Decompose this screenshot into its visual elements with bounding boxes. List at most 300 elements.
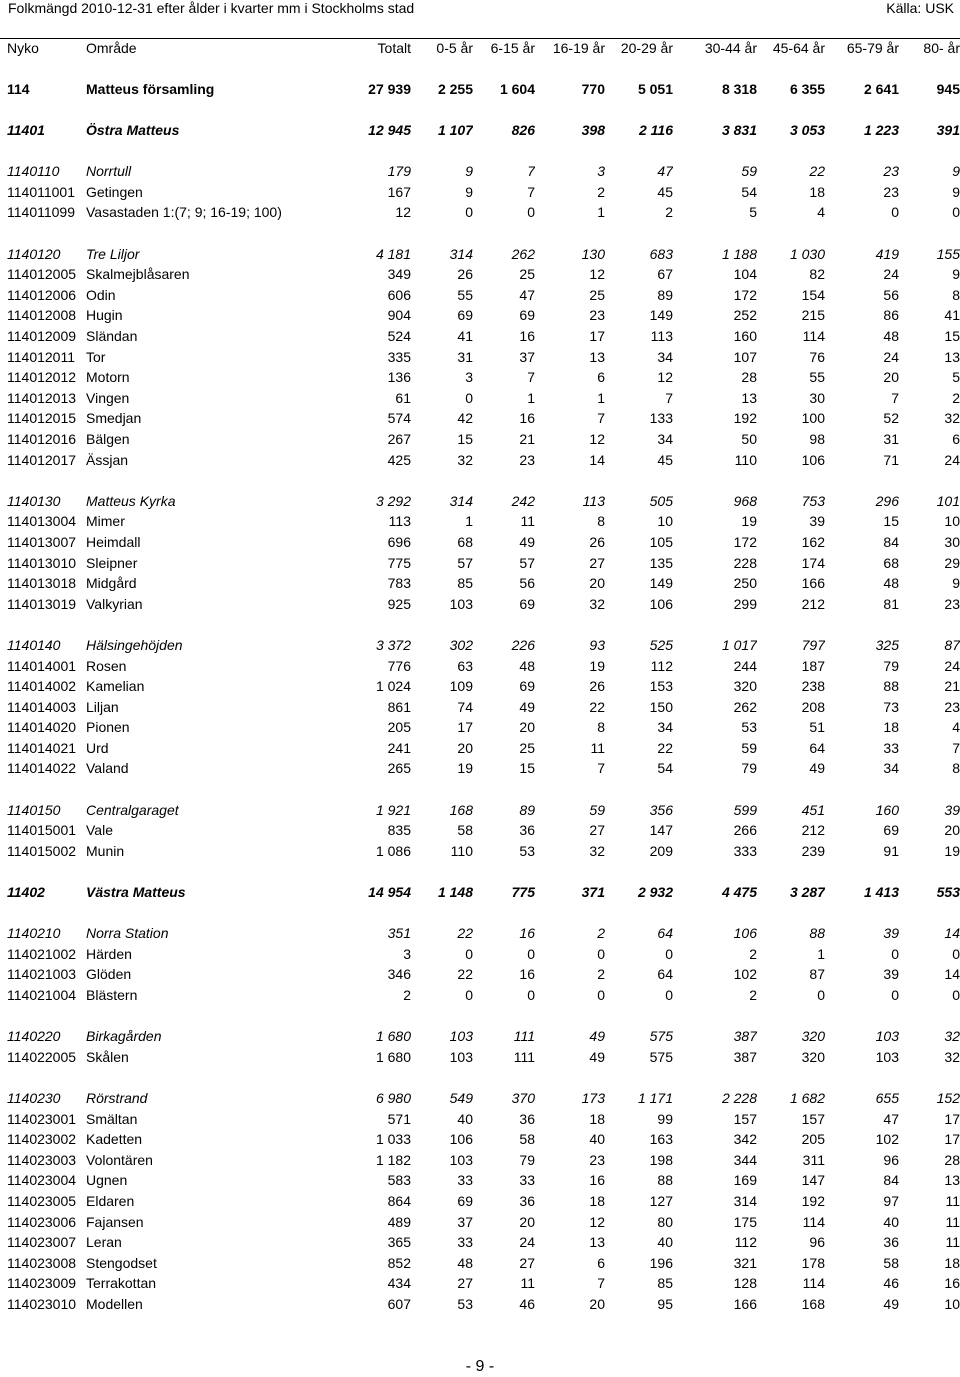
nyko-cell: 114012015 xyxy=(7,410,77,427)
table-row xyxy=(0,1108,960,1129)
value-cell: 0 xyxy=(465,945,473,962)
area-cell: Heimdall xyxy=(86,533,141,550)
value-cell: 20 xyxy=(457,739,473,756)
value-cell: 104 xyxy=(733,266,757,283)
area-cell: Hälsingehöjden xyxy=(86,636,183,653)
value-cell: 23 xyxy=(944,595,960,612)
value-cell: 208 xyxy=(801,698,825,715)
column-header: 16-19 år xyxy=(552,40,605,56)
nyko-cell: 114023009 xyxy=(7,1275,77,1292)
value-cell: 25 xyxy=(519,739,535,756)
nyko-cell: 114022005 xyxy=(7,1048,77,1065)
table-row xyxy=(0,305,960,326)
value-cell: 56 xyxy=(519,575,535,592)
value-cell: 22 xyxy=(809,163,825,180)
value-cell: 835 xyxy=(387,822,411,839)
value-cell: 2 xyxy=(597,925,605,942)
table-row xyxy=(0,449,960,470)
area-cell: Terrakottan xyxy=(86,1275,157,1292)
value-cell: 1 182 xyxy=(375,1151,411,1168)
area-cell: Birkagården xyxy=(86,1028,162,1045)
area-cell: Matteus församling xyxy=(86,80,215,97)
value-cell: 27 xyxy=(457,1275,473,1292)
value-cell: 147 xyxy=(801,1172,825,1189)
total-row xyxy=(0,79,960,100)
value-cell: 30 xyxy=(809,389,825,406)
value-cell: 391 xyxy=(936,122,960,139)
table-row xyxy=(0,1232,960,1253)
value-cell: 826 xyxy=(511,122,535,139)
value-cell: 155 xyxy=(936,245,960,262)
table-row xyxy=(0,573,960,594)
column-header: Område xyxy=(86,40,137,56)
value-cell: 106 xyxy=(449,1131,473,1148)
value-cell: 0 xyxy=(891,204,899,221)
value-cell: 325 xyxy=(875,636,899,653)
value-cell: 33 xyxy=(883,739,899,756)
value-cell: 27 xyxy=(519,1254,535,1271)
value-cell: 2 xyxy=(749,945,757,962)
value-cell: 32 xyxy=(944,410,960,427)
value-cell: 351 xyxy=(387,925,411,942)
value-cell: 169 xyxy=(733,1172,757,1189)
value-cell: 1 680 xyxy=(375,1048,411,1065)
area-cell: Smältan xyxy=(86,1110,138,1127)
value-cell: 16 xyxy=(519,966,535,983)
value-cell: 6 xyxy=(952,430,960,447)
value-cell: 98 xyxy=(809,430,825,447)
nyko-cell: 114013007 xyxy=(7,533,77,550)
value-cell: 1 107 xyxy=(437,122,473,139)
value-cell: 22 xyxy=(589,698,605,715)
value-cell: 14 954 xyxy=(368,884,411,901)
nyko-cell: 114 xyxy=(7,80,30,97)
value-cell: 1 030 xyxy=(789,245,825,262)
value-cell: 451 xyxy=(801,801,825,818)
value-cell: 18 xyxy=(883,719,899,736)
subtotal-row xyxy=(0,1026,960,1047)
value-cell: 346 xyxy=(387,966,411,983)
value-cell: 266 xyxy=(733,822,757,839)
table-row xyxy=(0,1191,960,1212)
value-cell: 55 xyxy=(809,369,825,386)
value-cell: 7 xyxy=(527,183,535,200)
value-cell: 48 xyxy=(519,657,535,674)
value-cell: 683 xyxy=(649,245,673,262)
nyko-cell: 114014002 xyxy=(7,678,77,695)
value-cell: 419 xyxy=(875,245,899,262)
value-cell: 20 xyxy=(589,575,605,592)
value-cell: 99 xyxy=(657,1110,673,1127)
value-cell: 172 xyxy=(733,533,757,550)
value-cell: 84 xyxy=(883,1172,899,1189)
value-cell: 1 171 xyxy=(637,1089,673,1106)
value-cell: 2 xyxy=(403,987,411,1004)
value-cell: 265 xyxy=(387,760,411,777)
nyko-cell: 114012016 xyxy=(7,430,77,447)
value-cell: 575 xyxy=(649,1028,673,1045)
value-cell: 945 xyxy=(936,80,960,97)
value-cell: 172 xyxy=(733,286,757,303)
value-cell: 21 xyxy=(519,430,535,447)
value-cell: 57 xyxy=(457,554,473,571)
value-cell: 1 086 xyxy=(375,842,411,859)
value-cell: 79 xyxy=(741,760,757,777)
value-cell: 111 xyxy=(513,1028,535,1045)
value-cell: 607 xyxy=(387,1295,411,1312)
value-cell: 1 413 xyxy=(863,884,899,901)
spacer-cell xyxy=(0,223,960,244)
nyko-cell: 114012006 xyxy=(7,286,77,303)
value-cell: 64 xyxy=(657,925,673,942)
value-cell: 16 xyxy=(519,410,535,427)
table-row xyxy=(0,1170,960,1191)
value-cell: 2 xyxy=(665,204,673,221)
area-cell: Kadetten xyxy=(86,1131,143,1148)
value-cell: 14 xyxy=(589,451,605,468)
value-cell: 26 xyxy=(589,678,605,695)
area-cell: Sländan xyxy=(86,328,138,345)
value-cell: 5 xyxy=(749,204,757,221)
value-cell: 15 xyxy=(944,328,960,345)
value-cell: 105 xyxy=(649,533,673,550)
value-cell: 19 xyxy=(944,842,960,859)
value-cell: 314 xyxy=(449,492,473,509)
table-row xyxy=(0,202,960,223)
value-cell: 1 223 xyxy=(863,122,899,139)
district-row xyxy=(0,120,960,141)
value-cell: 314 xyxy=(733,1192,757,1209)
table-row xyxy=(0,944,960,965)
value-cell: 387 xyxy=(733,1028,757,1045)
value-cell: 1 xyxy=(465,513,473,530)
area-cell: Munin xyxy=(86,842,125,859)
value-cell: 150 xyxy=(649,698,673,715)
value-cell: 16 xyxy=(944,1275,960,1292)
area-cell: Fajansen xyxy=(86,1213,144,1230)
value-cell: 160 xyxy=(733,328,757,345)
value-cell: 13 xyxy=(589,348,605,365)
value-cell: 205 xyxy=(801,1131,825,1148)
value-cell: 320 xyxy=(733,678,757,695)
value-cell: 583 xyxy=(387,1172,411,1189)
value-cell: 524 xyxy=(387,328,411,345)
value-cell: 179 xyxy=(387,163,411,180)
value-cell: 2 932 xyxy=(637,884,673,901)
table-row xyxy=(0,676,960,697)
value-cell: 4 475 xyxy=(721,884,757,901)
value-cell: 1 604 xyxy=(499,80,535,97)
value-cell: 152 xyxy=(936,1089,960,1106)
value-cell: 296 xyxy=(875,492,899,509)
value-cell: 25 xyxy=(519,266,535,283)
value-cell: 36 xyxy=(519,822,535,839)
value-cell: 19 xyxy=(589,657,605,674)
value-cell: 175 xyxy=(733,1213,757,1230)
value-cell: 1 033 xyxy=(375,1131,411,1148)
page-title: Folkmängd 2010-12-31 efter ålder i kvarter mm i Stockholms stad xyxy=(8,0,415,16)
value-cell: 9 xyxy=(465,163,473,180)
value-cell: 47 xyxy=(657,163,673,180)
value-cell: 110 xyxy=(734,451,757,468)
value-cell: 770 xyxy=(581,80,605,97)
value-cell: 0 xyxy=(952,987,960,1004)
value-cell: 20 xyxy=(883,369,899,386)
value-cell: 12 xyxy=(395,204,411,221)
value-cell: 314 xyxy=(449,245,473,262)
value-cell: 53 xyxy=(519,842,535,859)
value-cell: 154 xyxy=(801,286,825,303)
area-cell: Mimer xyxy=(86,513,125,530)
area-cell: Centralgaraget xyxy=(86,801,179,818)
value-cell: 320 xyxy=(801,1028,825,1045)
nyko-cell: 114023001 xyxy=(7,1110,77,1127)
value-cell: 50 xyxy=(741,430,757,447)
value-cell: 85 xyxy=(657,1275,673,1292)
nyko-cell: 114023002 xyxy=(7,1131,77,1148)
value-cell: 24 xyxy=(944,657,960,674)
value-cell: 0 xyxy=(597,945,605,962)
value-cell: 6 980 xyxy=(375,1089,411,1106)
value-cell: 32 xyxy=(944,1028,960,1045)
value-cell: 775 xyxy=(511,884,535,901)
value-cell: 2 xyxy=(597,183,605,200)
value-cell: 27 xyxy=(589,822,605,839)
value-cell: 49 xyxy=(589,1028,605,1045)
value-cell: 489 xyxy=(387,1213,411,1230)
subtotal-row xyxy=(0,635,960,656)
value-cell: 178 xyxy=(801,1254,825,1271)
column-header: 6-15 år xyxy=(490,40,535,56)
value-cell: 0 xyxy=(817,987,825,1004)
value-cell: 7 xyxy=(597,410,605,427)
area-cell: Modellen xyxy=(86,1295,143,1312)
area-cell: Stengodset xyxy=(86,1254,157,1271)
area-cell: Vasastaden 1:(7; 9; 16-19; 100) xyxy=(86,204,282,221)
table-row xyxy=(0,841,960,862)
nyko-cell: 114011001 xyxy=(7,183,75,200)
nyko-cell: 114023007 xyxy=(7,1234,77,1251)
value-cell: 12 xyxy=(657,369,673,386)
value-cell: 114 xyxy=(802,328,825,345)
value-cell: 31 xyxy=(457,348,473,365)
value-cell: 864 xyxy=(387,1192,411,1209)
value-cell: 167 xyxy=(387,183,411,200)
value-cell: 549 xyxy=(449,1089,473,1106)
spacer-cell xyxy=(0,140,960,161)
value-cell: 41 xyxy=(944,307,960,324)
value-cell: 67 xyxy=(657,266,673,283)
area-cell: Tor xyxy=(86,348,106,365)
value-cell: 3 xyxy=(597,163,605,180)
value-cell: 13 xyxy=(741,389,757,406)
value-cell: 53 xyxy=(457,1295,473,1312)
value-cell: 5 xyxy=(952,369,960,386)
value-cell: 23 xyxy=(589,307,605,324)
area-cell: Skalmejblåsaren xyxy=(86,266,190,283)
nyko-cell: 1140110 xyxy=(7,163,60,180)
value-cell: 3 292 xyxy=(375,492,411,509)
value-cell: 15 xyxy=(883,513,899,530)
value-cell: 525 xyxy=(649,636,673,653)
value-cell: 168 xyxy=(801,1295,825,1312)
value-cell: 58 xyxy=(457,822,473,839)
nyko-cell: 114012009 xyxy=(7,328,77,345)
value-cell: 30 xyxy=(944,533,960,550)
value-cell: 157 xyxy=(801,1110,825,1127)
table-body xyxy=(0,58,960,1314)
value-cell: 162 xyxy=(801,533,825,550)
area-cell: Pionen xyxy=(86,719,130,736)
value-cell: 28 xyxy=(741,369,757,386)
nyko-cell: 114012005 xyxy=(7,266,77,283)
value-cell: 100 xyxy=(801,410,825,427)
value-cell: 114 xyxy=(802,1213,825,1230)
value-cell: 20 xyxy=(519,1213,535,1230)
value-cell: 79 xyxy=(883,657,899,674)
value-cell: 335 xyxy=(387,348,411,365)
area-cell: Vale xyxy=(86,822,113,839)
table-row xyxy=(0,820,960,841)
value-cell: 302 xyxy=(449,636,473,653)
value-cell: 198 xyxy=(649,1151,673,1168)
value-cell: 12 945 xyxy=(368,122,411,139)
value-cell: 69 xyxy=(519,307,535,324)
value-cell: 59 xyxy=(589,801,605,818)
value-cell: 7 xyxy=(527,163,535,180)
value-cell: 11 xyxy=(520,513,535,530)
value-cell: 14 xyxy=(944,925,960,942)
value-cell: 88 xyxy=(883,678,899,695)
value-cell: 262 xyxy=(733,698,757,715)
value-cell: 149 xyxy=(649,307,673,324)
spacer-cell xyxy=(0,861,960,882)
value-cell: 54 xyxy=(657,760,673,777)
value-cell: 370 xyxy=(511,1089,535,1106)
nyko-cell: 114012011 xyxy=(7,348,75,365)
value-cell: 196 xyxy=(649,1254,673,1271)
value-cell: 14 xyxy=(944,966,960,983)
subtotal-row xyxy=(0,243,960,264)
value-cell: 112 xyxy=(650,657,673,674)
value-cell: 47 xyxy=(883,1110,899,1127)
value-cell: 69 xyxy=(519,678,535,695)
value-cell: 0 xyxy=(527,945,535,962)
value-cell: 26 xyxy=(457,266,473,283)
value-cell: 82 xyxy=(809,266,825,283)
value-cell: 111 xyxy=(513,1048,535,1065)
column-header: 0-5 år xyxy=(436,40,473,56)
value-cell: 22 xyxy=(657,739,673,756)
area-cell: Getingen xyxy=(86,183,143,200)
value-cell: 192 xyxy=(733,410,757,427)
value-cell: 333 xyxy=(733,842,757,859)
value-cell: 32 xyxy=(589,595,605,612)
area-cell: Västra Matteus xyxy=(86,884,186,901)
value-cell: 15 xyxy=(519,760,535,777)
value-cell: 7 xyxy=(527,369,535,386)
value-cell: 228 xyxy=(733,554,757,571)
nyko-cell: 114014022 xyxy=(7,760,77,777)
value-cell: 79 xyxy=(519,1151,535,1168)
table-row xyxy=(0,182,960,203)
value-cell: 344 xyxy=(733,1151,757,1168)
value-cell: 81 xyxy=(883,595,899,612)
value-cell: 48 xyxy=(457,1254,473,1271)
value-cell: 47 xyxy=(519,286,535,303)
area-cell: Urd xyxy=(86,739,109,756)
value-cell: 20 xyxy=(519,719,535,736)
value-cell: 106 xyxy=(649,595,673,612)
value-cell: 36 xyxy=(519,1192,535,1209)
value-cell: 299 xyxy=(733,595,757,612)
value-cell: 599 xyxy=(733,801,757,818)
value-cell: 1 680 xyxy=(375,1028,411,1045)
spacer-row xyxy=(0,1005,960,1026)
spacer-cell xyxy=(0,902,960,923)
area-cell: Valand xyxy=(86,760,129,777)
value-cell: 13 xyxy=(944,348,960,365)
nyko-cell: 11401 xyxy=(7,122,45,139)
value-cell: 349 xyxy=(387,266,411,283)
column-header: 20-29 år xyxy=(620,40,673,56)
value-cell: 17 xyxy=(457,719,473,736)
value-cell: 209 xyxy=(649,842,673,859)
value-cell: 40 xyxy=(883,1213,899,1230)
value-cell: 114 xyxy=(802,1275,825,1292)
value-cell: 149 xyxy=(649,575,673,592)
value-cell: 7 xyxy=(891,389,899,406)
value-cell: 64 xyxy=(657,966,673,983)
nyko-cell: 1140130 xyxy=(7,492,61,509)
value-cell: 215 xyxy=(801,307,825,324)
area-cell: Tre Liljor xyxy=(86,245,140,262)
value-cell: 110 xyxy=(450,842,473,859)
nyko-cell: 114015001 xyxy=(7,822,77,839)
value-cell: 10 xyxy=(944,513,960,530)
value-cell: 157 xyxy=(733,1110,757,1127)
value-cell: 97 xyxy=(883,1192,899,1209)
nyko-cell: 114021003 xyxy=(7,966,77,983)
column-header: 45-64 år xyxy=(772,40,825,56)
value-cell: 775 xyxy=(387,554,411,571)
value-cell: 173 xyxy=(581,1089,605,1106)
table-row xyxy=(0,1252,960,1273)
value-cell: 63 xyxy=(457,657,473,674)
value-cell: 56 xyxy=(883,286,899,303)
value-cell: 776 xyxy=(387,657,411,674)
population-table xyxy=(0,38,960,1314)
value-cell: 51 xyxy=(809,719,825,736)
value-cell: 4 xyxy=(817,204,825,221)
nyko-cell: 114023004 xyxy=(7,1172,77,1189)
spacer-row xyxy=(0,223,960,244)
area-cell: Matteus Kyrka xyxy=(86,492,176,509)
value-cell: 23 xyxy=(883,163,899,180)
value-cell: 17 xyxy=(589,328,605,345)
area-cell: Glöden xyxy=(86,966,132,983)
spacer-row xyxy=(0,140,960,161)
table-row xyxy=(0,388,960,409)
value-cell: 34 xyxy=(657,348,673,365)
value-cell: 48 xyxy=(883,575,899,592)
value-cell: 89 xyxy=(657,286,673,303)
value-cell: 2 255 xyxy=(437,80,473,97)
value-cell: 168 xyxy=(449,801,473,818)
value-cell: 160 xyxy=(875,801,899,818)
value-cell: 103 xyxy=(875,1028,899,1045)
value-cell: 12 xyxy=(589,1213,605,1230)
